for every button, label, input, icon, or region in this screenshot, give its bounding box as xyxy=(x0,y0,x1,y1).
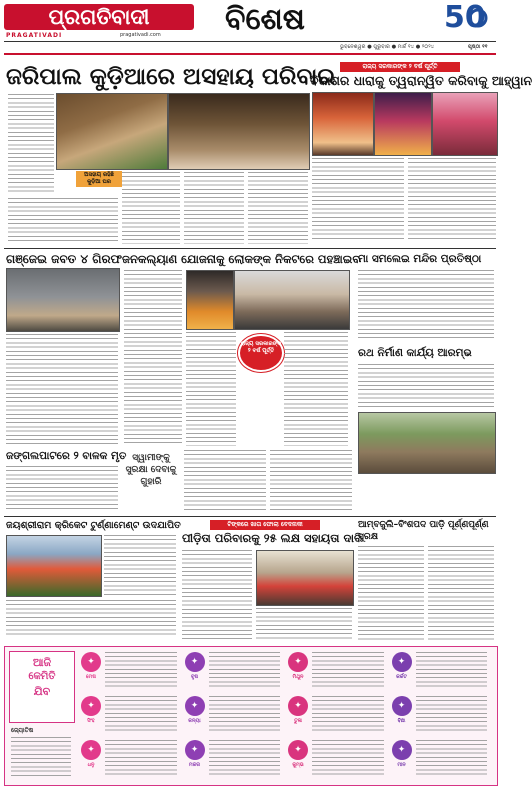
story1-body-col2 xyxy=(122,172,180,244)
story5-body xyxy=(358,270,494,340)
zodiac-sign-icon: ✦ xyxy=(392,652,412,672)
zodiac-sign-text xyxy=(416,652,488,688)
zodiac-sign-icon: ✦ xyxy=(392,740,412,760)
story6-headline[interactable]: ରଥ ନିର୍ମାଣ କାର୍ଯ୍ୟ ଆରମ୍ଭ xyxy=(358,347,472,359)
zodiac-sign-icon: ✦ xyxy=(185,740,205,760)
story2-photo-2 xyxy=(374,92,432,156)
horoscope-sign-item xyxy=(183,693,285,735)
zodiac-sign-name: ବିଛା xyxy=(397,718,406,724)
story7-body xyxy=(6,466,118,512)
zodiac-sign-text xyxy=(312,740,384,776)
zodiac-sign-icon: ✦ xyxy=(288,740,308,760)
story2-body-col2 xyxy=(408,158,496,242)
horoscope-byline: ଜ୍ୟୋତିଷ xyxy=(11,727,34,734)
anniversary-emblem xyxy=(440,2,494,38)
horoscope-sign-item xyxy=(390,693,492,735)
zodiac-sign-icon: ✦ xyxy=(288,696,308,716)
story2-body-col1 xyxy=(312,158,404,242)
story4-body-col3 xyxy=(284,332,348,446)
zodiac-sign-icon: ✦ xyxy=(81,696,101,716)
zodiac-sign-text xyxy=(105,652,177,688)
horoscope-sign-item xyxy=(286,693,388,735)
page-number: ପୃଷ୍ଠା ୧୧ xyxy=(468,44,488,50)
horoscope-band xyxy=(4,646,498,786)
horoscope-title-line2: କେମିତି xyxy=(28,671,56,682)
masthead-logo[interactable]: ପ୍ରଗତିବାଦୀ xyxy=(4,4,194,30)
story3-photo xyxy=(6,268,120,332)
masthead-rule xyxy=(4,41,496,42)
horoscope-sign-item xyxy=(183,649,285,691)
story4-photo-portrait xyxy=(186,270,234,330)
story1-inset-label: ଅସହାୟ ରହିଛି କୁଡ଼ିଆ ଘର xyxy=(76,171,122,187)
story10-kicker: ଟିଙ୍କରେ ଖାତା ଫୋଲା ବେଦନାକୀ xyxy=(210,520,320,530)
zodiac-sign-name: ମକର xyxy=(188,762,201,768)
story4-body-col2 xyxy=(186,332,236,446)
horoscope-sign-item xyxy=(286,649,388,691)
story4-badge-text: ରାଜ୍ୟ ସରକାରଙ୍କ ୨ ବର୍ଷ ପୂର୍ତ୍ତି xyxy=(240,341,282,354)
story1-body-col1 xyxy=(8,94,54,194)
zodiac-sign-text xyxy=(209,696,281,732)
horoscope-sign-item xyxy=(390,737,492,779)
zodiac-sign-name: ମୀନ xyxy=(397,762,406,768)
story1-body-col4 xyxy=(248,172,308,244)
masthead-section: ବିଶେଷ xyxy=(225,2,305,37)
story11-headline[interactable]: ଆମ୍ବଜୁଲି–ବିଂଶପଦ ପାଡ଼ି ପୂର୍ଣ୍ଣପୂର୍ଣ୍ଣ ସୁରକ୍ଷ xyxy=(358,520,489,542)
horoscope-title-box xyxy=(9,651,75,723)
story9-photo xyxy=(6,535,102,597)
zodiac-sign-text xyxy=(416,696,488,732)
story2-photo-1 xyxy=(312,92,374,156)
story1-body-col3 xyxy=(184,172,244,244)
zodiac-sign-icon: ✦ xyxy=(392,696,412,716)
story8-body-col2 xyxy=(270,450,352,512)
anniversary-ring-icon xyxy=(468,8,488,28)
story9-body-col1 xyxy=(104,535,176,595)
horoscope-sign-item xyxy=(286,737,388,779)
horoscope-signs-grid xyxy=(79,649,493,781)
story9-headline[interactable]: ଜୟଶ୍ରୀରାମ କ୍ରିକେଟ ଟୁର୍ଣ୍ଣାମେଣ୍ଟ ଉଦଯାପିତ xyxy=(6,520,181,531)
story1-body-col0 xyxy=(8,198,118,244)
masthead-rule-2 xyxy=(4,53,496,55)
story11-body-col2 xyxy=(428,546,494,640)
zodiac-sign-name: ମେଷ xyxy=(86,674,96,680)
zodiac-sign-text xyxy=(312,696,384,732)
story6-photo xyxy=(358,412,496,474)
masthead-logo-latin: PRAGATIVADI xyxy=(6,32,63,39)
zodiac-sign-name: ତୁଳା xyxy=(294,718,302,724)
horoscope-sign-item xyxy=(79,649,181,691)
story8-body-col1 xyxy=(184,450,266,512)
story11-body-col1 xyxy=(358,546,424,640)
horoscope-sign-item xyxy=(390,649,492,691)
zodiac-sign-name: କନ୍ୟା xyxy=(188,718,201,724)
zodiac-sign-icon: ✦ xyxy=(288,652,308,672)
story6-body xyxy=(358,364,494,410)
zodiac-sign-text xyxy=(416,740,488,776)
story4-photo-event xyxy=(234,270,350,330)
story8-headline[interactable]: ସ୍ୱାମୀଙ୍କୁ ସୁରକ୍ଷା ଦେବାକୁ ଗୁହାରି xyxy=(125,453,177,487)
divider-2 xyxy=(4,516,496,517)
zodiac-sign-icon: ✦ xyxy=(185,652,205,672)
story1-photo-right xyxy=(168,93,310,170)
zodiac-sign-icon: ✦ xyxy=(185,696,205,716)
story4-badge xyxy=(238,334,284,372)
zodiac-sign-name: ସିଂହ xyxy=(87,718,95,724)
masthead xyxy=(0,0,500,60)
zodiac-sign-name: କର୍କଟ xyxy=(396,674,407,680)
story10-photo xyxy=(256,550,354,606)
horoscope-sign-item xyxy=(79,693,181,735)
zodiac-sign-text xyxy=(209,652,281,688)
zodiac-sign-icon: ✦ xyxy=(81,740,101,760)
zodiac-sign-text xyxy=(209,740,281,776)
zodiac-sign-name: ମିଥୁନ xyxy=(292,674,304,680)
story3-headline[interactable]: ଗଞ୍ଜେଇ ଜବତ ୪ ଗିରଫ xyxy=(6,252,123,266)
zodiac-sign-name: ବୃଷ xyxy=(190,674,199,680)
masthead-website: pragativadi.com xyxy=(120,32,161,38)
horoscope-sign-item xyxy=(79,737,181,779)
zodiac-sign-icon: ✦ xyxy=(81,652,101,672)
horoscope-sign-item xyxy=(183,737,285,779)
zodiac-sign-name: କୁମ୍ଭ xyxy=(292,762,304,768)
horoscope-title-line1: ଆଜି xyxy=(32,656,52,669)
dateline: ଭୁବନେଶ୍ୱର ● ଗୁରୁବାର ● ମାର୍ଚ୍ଚ ୧୪ ● ୨୦୨୪ xyxy=(340,44,435,50)
zodiac-sign-text xyxy=(105,740,177,776)
divider-1 xyxy=(4,248,496,249)
anniversary-number: 50 xyxy=(444,0,486,35)
story7-headline[interactable]: ଜଙ୍ଗଲପାଟରେ ୨ ବାଳକ ମୃତ xyxy=(6,450,127,462)
story10-body-col2 xyxy=(256,608,352,640)
story4-body-col1 xyxy=(124,270,182,446)
zodiac-sign-text xyxy=(105,696,177,732)
story8-block xyxy=(122,448,180,512)
story2-kicker: ରାଜ୍ୟ ସରକାରଙ୍କ ୨ ବର୍ଷ ପୂର୍ତ୍ତି xyxy=(340,62,460,72)
zodiac-sign-name: ଧନୁ xyxy=(87,762,95,768)
story10-headline[interactable]: ପୀଡ଼ିତା ପରିବାରକୁ ୨୫ ଲକ୍ଷ ସହାୟତା ଦାବି xyxy=(182,531,362,545)
story1-headline[interactable]: ଜରିପାଲ କୁଡ଼ିଆରେ ଅସହାୟ ପରିବାର xyxy=(6,64,335,90)
horoscope-title-line3: ଯିବ xyxy=(33,685,51,698)
story9-body-col2 xyxy=(6,600,176,638)
story1-photo-main xyxy=(56,93,168,170)
story5-headline[interactable]: ମା ସମଲେଇ ମନ୍ଦିର ପ୍ରତିଷ୍ଠା xyxy=(358,253,482,265)
zodiac-sign-text xyxy=(312,652,384,688)
story3-body xyxy=(6,334,118,446)
story4-headline[interactable]: ଜନକଲ୍ୟାଣ ଯୋଜନାକୁ ଲୋକଙ୍କ ନିକଟରେ ପହଞ୍ଚାଇବ xyxy=(122,252,361,266)
horoscope-intro xyxy=(11,737,71,779)
story2-headline[interactable]: ବିକାଶର ଧାରାକୁ ତ୍ୱରାନ୍ୱିତ କରିବାକୁ ଆହ୍ୱାନ xyxy=(310,73,532,88)
story2-photo-3 xyxy=(432,92,498,156)
story10-body-col1 xyxy=(182,550,252,640)
